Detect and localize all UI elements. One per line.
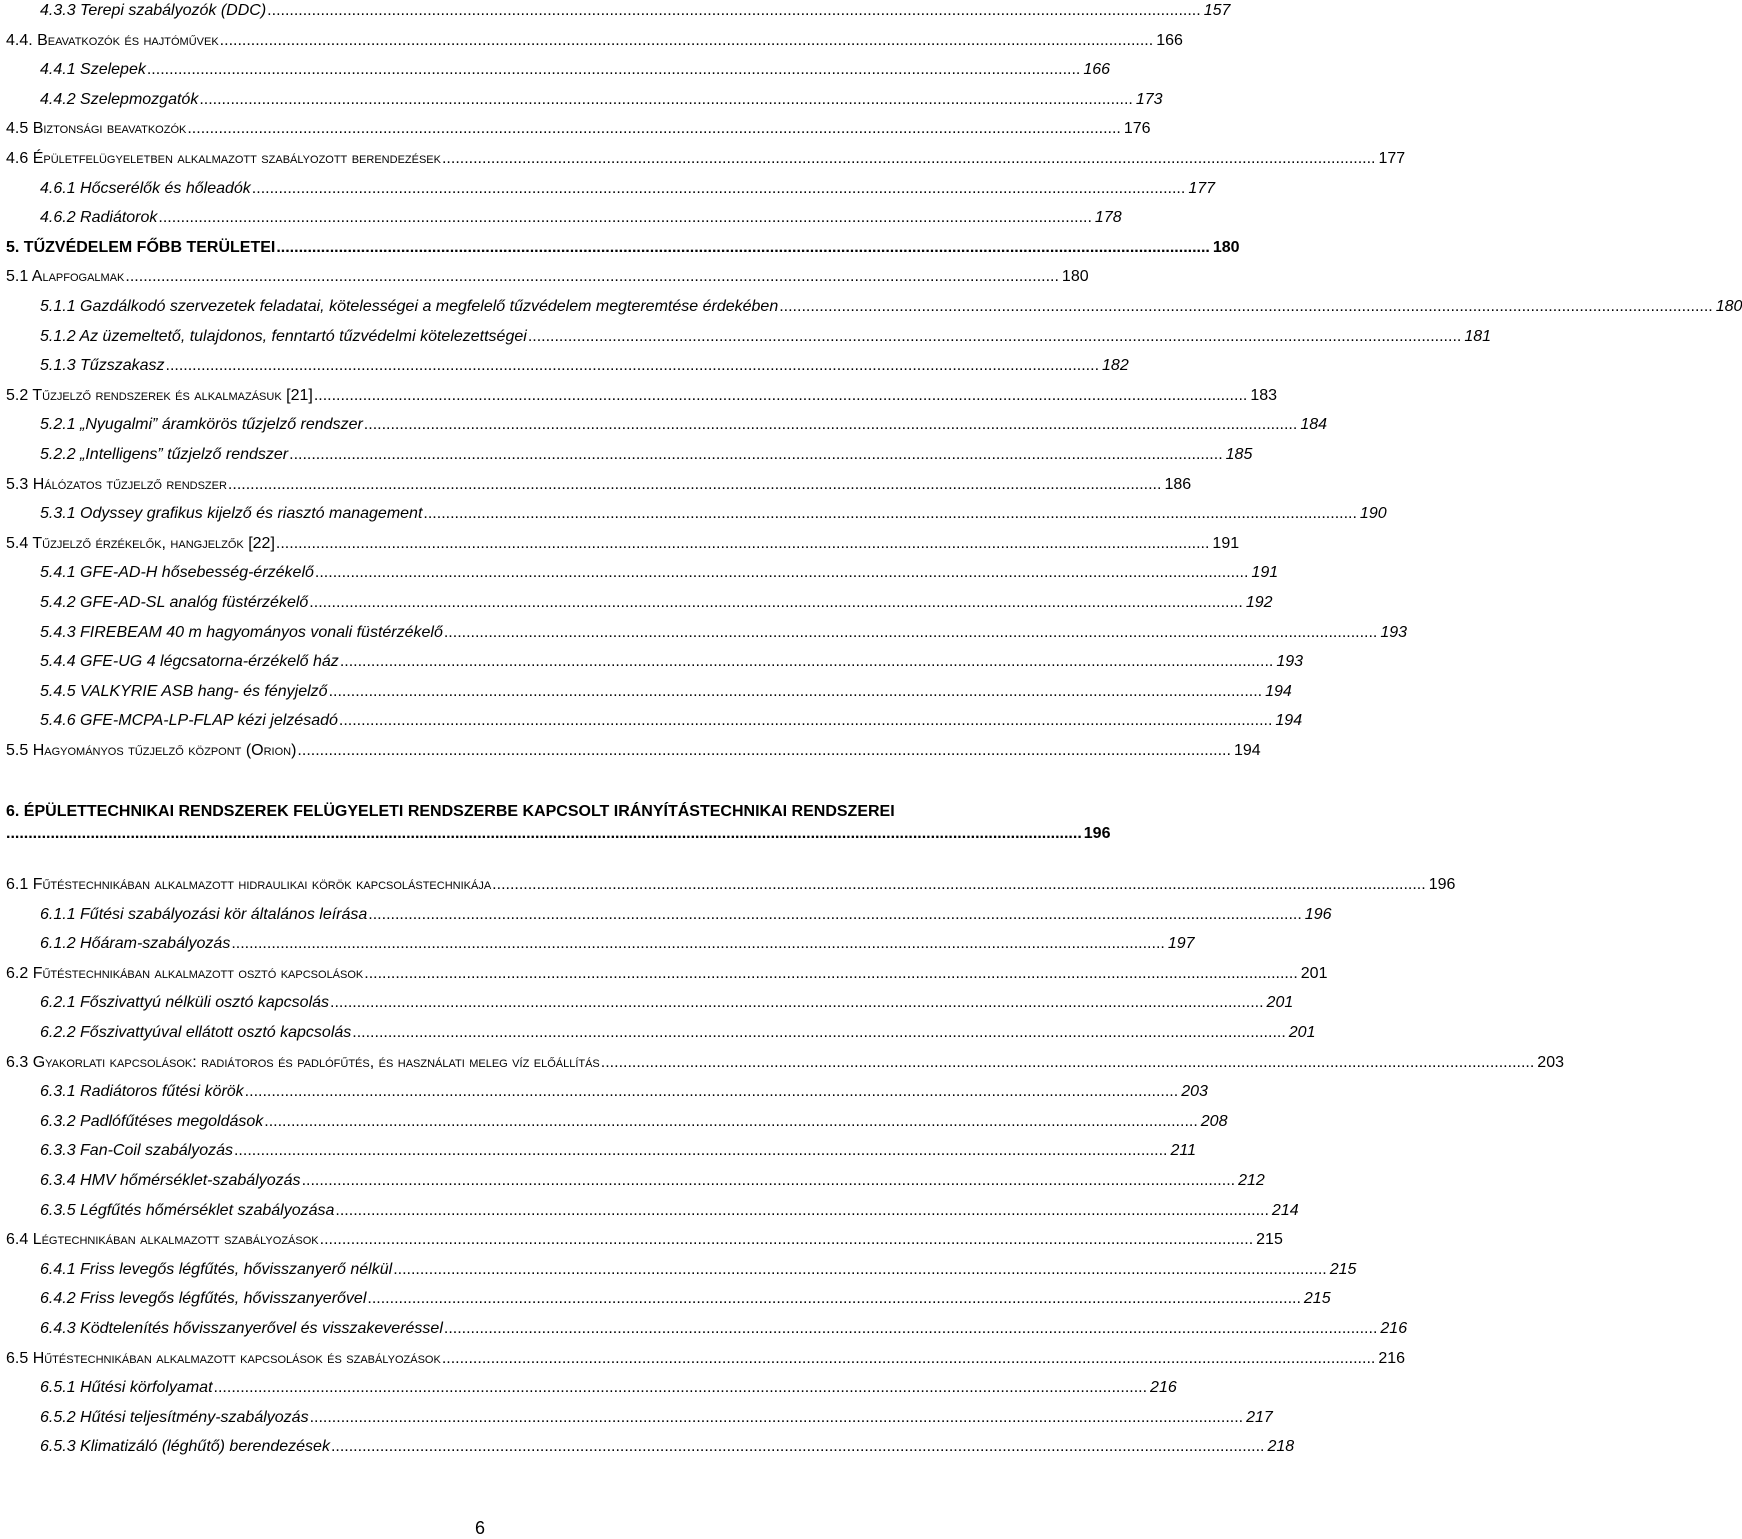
toc-entry-page: 203 xyxy=(1537,1053,1564,1071)
toc-entry[interactable] xyxy=(0,1200,1299,1222)
toc-entry-label: 5.4.4 GFE-UG 4 légcsatorna-érzékelő ház xyxy=(40,653,339,671)
toc-entry-label: 5.1 Alapfogalmak xyxy=(6,268,125,286)
toc-entry-page: 214 xyxy=(1271,1201,1299,1219)
dot-leader xyxy=(393,1259,1327,1281)
toc-entry-label: 4.4.2 Szelepmozgatók xyxy=(40,90,199,108)
toc-entry-label: 6.1 Fűtéstechnikában alkalmazott hidraulikai körök kapcsolástechnikája xyxy=(6,876,492,893)
toc-entry[interactable] xyxy=(0,207,1122,229)
toc-entry-page: 193 xyxy=(1380,623,1408,641)
toc-entry-page: 194 xyxy=(1275,712,1303,730)
toc-entry-label: 4.6.2 Radiátorok xyxy=(40,209,158,227)
dot-leader xyxy=(364,414,1298,436)
toc-entry-label: 6.5.1 Hűtési körfolyamat xyxy=(40,1379,213,1397)
toc-entry[interactable] xyxy=(0,326,1492,348)
toc-entry-label: 5.4.6 GFE-MCPA-LP-FLAP kézi jelzésadó xyxy=(40,712,338,730)
toc-entry[interactable] xyxy=(0,740,1261,762)
toc-entry[interactable] xyxy=(0,59,1111,81)
toc-entry-label: 4.4.1 Szelepek xyxy=(40,61,146,79)
toc-entry-label: 6.5.2 Hűtési teljesítmény-szabályozás xyxy=(40,1408,309,1426)
dot-leader xyxy=(444,622,1378,644)
chapter-6-page: 196 xyxy=(1083,825,1111,842)
toc-entry-page: 194 xyxy=(1265,682,1292,700)
dot-leader xyxy=(364,963,1298,985)
toc-entry-page: 176 xyxy=(1123,120,1151,138)
dot-leader xyxy=(779,296,1713,318)
toc-entry[interactable] xyxy=(0,0,1231,22)
toc-entry[interactable] xyxy=(0,681,1292,703)
toc-entry-page: 173 xyxy=(1135,90,1163,108)
toc-entry-page: 177 xyxy=(1378,150,1406,167)
toc-entry[interactable] xyxy=(0,118,1151,140)
toc-entry-page: 211 xyxy=(1170,1142,1197,1160)
toc-entry-label: 4.3.3 Terepi szabályozók (DDC) xyxy=(40,2,267,19)
toc-entry-label: 5.4.3 FIREBEAM 40 m hagyományos vonali füstérzékelő xyxy=(40,623,443,641)
toc-entry[interactable] xyxy=(0,30,1183,52)
dot-leader xyxy=(264,1111,1198,1133)
toc-entry[interactable] xyxy=(0,503,1387,525)
toc-entry-label: 6.2.1 Főszivattyú nélküli osztó kapcsolás xyxy=(40,994,330,1012)
toc-entry-label: 6.4.3 Ködtelenítés hővisszanyerővel és visszakeveréssel xyxy=(40,1320,443,1337)
toc-entry-label: 5.5 Hagyományos tűzjelző központ (Orion) xyxy=(6,742,297,759)
toc-entry-label: 6.5.3 Klimatizáló (léghűtő) berendezések xyxy=(40,1438,330,1456)
dot-leader xyxy=(442,1348,1376,1370)
toc-entry-page: 216 xyxy=(1380,1320,1408,1337)
dot-leader xyxy=(340,651,1274,673)
toc-entry-label: 5.1.2 Az üzemeltető, tulajdonos, fenntartó tűzvédelmi kötelezettségei xyxy=(40,327,527,345)
dot-leader xyxy=(267,0,1201,22)
dot-leader xyxy=(187,118,1121,140)
dot-leader xyxy=(331,1436,1265,1458)
toc-entry[interactable] xyxy=(0,963,1328,985)
toc-entry[interactable] xyxy=(0,1288,1331,1310)
chapter-6-dot-leader: .................................................................................................................................................................................................................................................. xyxy=(6,825,1082,842)
toc-entry-page: 192 xyxy=(1245,594,1273,611)
toc-entry-page: 190 xyxy=(1359,505,1387,523)
toc-entry-label: 6.4.1 Friss levegős légfűtés, hővisszanyerő nélkül xyxy=(40,1260,393,1278)
dot-leader xyxy=(147,59,1081,81)
toc-entry[interactable] xyxy=(0,1348,1406,1370)
toc-entry[interactable] xyxy=(0,1022,1316,1044)
toc-entry-label: 5.4.5 VALKYRIE ASB hang- és fényjelző xyxy=(40,682,328,700)
toc-entry-page: 197 xyxy=(1167,935,1195,953)
toc-entry[interactable] xyxy=(0,1259,1357,1281)
toc-entry[interactable] xyxy=(0,148,1406,170)
page-number: 6 xyxy=(474,1518,485,1538)
toc-entry[interactable] xyxy=(0,592,1273,614)
dot-leader xyxy=(330,992,1264,1014)
dot-leader xyxy=(310,1407,1244,1429)
toc-entry-label: 4.6 Épületfelügyeletben alkalmazott szabályozott berendezések xyxy=(6,150,441,167)
toc-entry-page: 208 xyxy=(1200,1112,1228,1130)
toc-entry[interactable] xyxy=(0,562,1279,584)
toc-entry-label: 6.2.2 Főszivattyúval ellátott osztó kapcsolás xyxy=(40,1024,352,1041)
toc-entry-page: 215 xyxy=(1303,1290,1331,1308)
toc-entry-label: 6.3.3 Fan-Coil szabályozás xyxy=(40,1142,233,1160)
toc-entry-page: 185 xyxy=(1225,446,1253,463)
toc-entry[interactable] xyxy=(0,1407,1273,1429)
toc-entry[interactable] xyxy=(0,296,1742,318)
toc-entry-label: 5.2 Tűzjelző rendszerek és alkalmazásuk [21] xyxy=(6,386,313,404)
dot-leader xyxy=(297,740,1231,762)
toc-entry-page: 184 xyxy=(1300,416,1328,434)
toc-entry-page: 157 xyxy=(1203,2,1231,19)
toc-entry-label: 6.5 Hűtéstechnikában alkalmazott kapcsolások és szabályozások xyxy=(6,1349,441,1367)
toc-entry-page: 191 xyxy=(1251,564,1279,582)
toc-entry-label: 6.2 Fűtéstechnikában alkalmazott osztó kapcsolások xyxy=(6,964,364,982)
dot-leader xyxy=(492,874,1426,896)
toc-entry[interactable] xyxy=(0,237,1240,259)
toc-entry[interactable] xyxy=(0,89,1163,111)
dot-leader xyxy=(302,1170,1236,1192)
dot-leader xyxy=(368,904,1302,926)
dot-leader xyxy=(245,1081,1179,1103)
dot-leader xyxy=(315,562,1249,584)
dot-leader xyxy=(367,1288,1301,1310)
toc-entry-label: 6.1.1 Fűtési szabályozási kör általános leírása xyxy=(40,905,368,923)
dot-leader xyxy=(214,1377,1148,1399)
toc-entry-page: 180 xyxy=(1212,238,1240,256)
toc-entry-label: 5.2.1 „Nyugalmi” áramkörös tűzjelző rendszer xyxy=(40,416,363,434)
toc-entry-page: 180 xyxy=(1061,268,1089,286)
toc-entry[interactable] xyxy=(0,622,1408,644)
toc-entry-page: 218 xyxy=(1267,1438,1295,1456)
toc-entry-page: 193 xyxy=(1276,653,1304,671)
toc-entry-page: 216 xyxy=(1378,1349,1406,1367)
dot-leader xyxy=(329,681,1263,703)
toc-entry-page: 201 xyxy=(1300,964,1328,982)
dot-leader xyxy=(166,355,1100,377)
toc-entry-page: 182 xyxy=(1102,357,1129,375)
dot-leader xyxy=(352,1022,1286,1044)
toc-entry[interactable] xyxy=(0,874,1456,896)
toc-entry-page: 216 xyxy=(1150,1379,1177,1397)
toc-entry[interactable] xyxy=(0,904,1332,926)
toc-entry[interactable] xyxy=(0,1170,1265,1192)
toc-entry[interactable] xyxy=(0,414,1328,436)
toc-entry[interactable] xyxy=(0,933,1195,955)
toc-entry[interactable] xyxy=(0,444,1253,466)
toc-entry[interactable] xyxy=(0,1052,1564,1074)
dot-leader xyxy=(423,503,1357,525)
toc-entry[interactable] xyxy=(0,533,1240,555)
toc-entry-page: 194 xyxy=(1233,742,1261,759)
toc-entry[interactable] xyxy=(0,1140,1197,1162)
dot-leader xyxy=(158,207,1092,229)
toc-entry-label: 5.3 Hálózatos tűzjelző rendszer xyxy=(6,475,227,493)
toc-entry-page: 203 xyxy=(1181,1083,1208,1101)
toc-entry-page: 178 xyxy=(1094,209,1122,227)
toc-entry[interactable] xyxy=(0,474,1192,496)
toc-entry-page: 196 xyxy=(1428,876,1456,893)
toc-entry-label: 6.4 Légtechnikában alkalmazott szabályozások xyxy=(6,1231,319,1249)
toc-entry-label: 4.6.1 Hőcserélők és hőleadók xyxy=(40,179,251,197)
toc-entry-label: 6.4.2 Friss levegős légfűtés, hővisszanyerővel xyxy=(40,1290,367,1308)
dot-leader xyxy=(309,592,1243,614)
dot-leader xyxy=(231,933,1165,955)
chapter-6-title[interactable] xyxy=(6,801,1111,845)
toc-entry[interactable] xyxy=(0,651,1304,673)
toc-entry-label: 5.4 Tűzjelző érzékelők, hangjelzők [22] xyxy=(6,534,275,552)
toc-entry[interactable] xyxy=(0,355,1129,377)
toc-entry-page: 217 xyxy=(1246,1408,1273,1426)
toc-entry-label: 6.1.2 Hőáram-szabályozás xyxy=(40,935,231,953)
toc-entry-page: 186 xyxy=(1164,475,1192,493)
toc-entry[interactable] xyxy=(0,1111,1228,1133)
toc-entry[interactable] xyxy=(0,1436,1295,1458)
chapter-6-leader-line xyxy=(6,823,1111,845)
toc-entry-page: 215 xyxy=(1329,1260,1357,1278)
toc-entry-page: 215 xyxy=(1256,1231,1283,1249)
dot-leader xyxy=(199,89,1133,111)
dot-leader xyxy=(339,710,1273,732)
toc-entry-label: 6.3.1 Radiátoros fűtési körök xyxy=(40,1083,244,1101)
chapter-6-label: 6. ÉPÜLETTECHNIKAI RENDSZEREK FELÜGYELETI RENDSZERBE KAPCSOLT IRÁNYÍTÁSTECHNIKAI RENDSZEREI xyxy=(6,803,895,820)
toc-entry[interactable] xyxy=(0,1377,1177,1399)
dot-leader xyxy=(276,237,1210,259)
dot-leader xyxy=(252,178,1186,200)
dot-leader xyxy=(444,1318,1378,1340)
toc-entry-label: 6.3.4 HMV hőmérséklet-szabályozás xyxy=(40,1172,301,1189)
toc-entry-page: 177 xyxy=(1188,179,1216,197)
toc-entry-page: 191 xyxy=(1212,534,1240,552)
toc-entry-label: 6.3.2 Padlófűtéses megoldások xyxy=(40,1112,264,1130)
dot-leader xyxy=(228,474,1162,496)
toc-entry[interactable] xyxy=(0,178,1216,200)
toc-entry-label: 5.3.1 Odyssey grafikus kijelző és riasztó management xyxy=(40,505,423,523)
toc-entry-page: 183 xyxy=(1250,386,1278,404)
toc-entry-label: 5.1.1 Gazdálkodó szervezetek feladatai, kötelességei a megfelelő tűzvédelem megteremtése érdekében xyxy=(40,298,779,315)
dot-leader xyxy=(314,385,1248,407)
dot-leader xyxy=(320,1229,1254,1251)
toc-entry-page: 180 xyxy=(1715,298,1742,315)
toc-entry-page: 181 xyxy=(1464,327,1492,345)
toc-entry-page: 166 xyxy=(1156,31,1183,49)
toc-entry[interactable] xyxy=(0,710,1303,732)
toc-entry-page: 212 xyxy=(1238,1172,1265,1189)
dot-leader xyxy=(335,1200,1269,1222)
toc-entry-page: 196 xyxy=(1304,905,1332,923)
dot-leader xyxy=(528,326,1462,348)
dot-leader xyxy=(601,1052,1535,1074)
toc-entry-label: 5.4.2 GFE-AD-SL analóg füstérzékelő xyxy=(40,594,309,611)
dot-leader xyxy=(442,148,1376,170)
toc-entry-label: 5.2.2 „Intelligens” tűzjelző rendszer xyxy=(40,446,289,463)
dot-leader xyxy=(289,444,1223,466)
dot-leader xyxy=(125,266,1059,288)
dot-leader xyxy=(234,1140,1168,1162)
toc-entry[interactable] xyxy=(0,1229,1283,1251)
toc-entry[interactable] xyxy=(0,992,1294,1014)
toc-entry-page: 201 xyxy=(1266,994,1294,1012)
toc-entry-label: 5.4.1 GFE-AD-H hősebesség-érzékelő xyxy=(40,564,314,582)
toc-entry-label: 4.5 Biztonsági beavatkozók xyxy=(6,120,187,138)
toc-entry-label: 6.3 Gyakorlati kapcsolások: radiátoros és padlófűtés, és használati meleg víz előállítás xyxy=(6,1053,600,1071)
toc-entry-page: 201 xyxy=(1288,1024,1316,1041)
dot-leader xyxy=(220,30,1154,52)
toc-entry[interactable] xyxy=(0,1081,1208,1103)
toc-entry-label: 4.4. Beavatkozók és hajtóművek xyxy=(6,31,219,49)
dot-leader xyxy=(276,533,1210,555)
toc-entry-label: 5. TŰZVÉDELEM FŐBB TERÜLETEI xyxy=(6,238,276,256)
toc-entry[interactable] xyxy=(0,1318,1408,1340)
toc-entry-label: 6.3.5 Légfűtés hőmérséklet szabályozása xyxy=(40,1201,335,1219)
toc-entry[interactable] xyxy=(0,385,1278,407)
toc-entry-page: 166 xyxy=(1083,61,1111,79)
toc-entry[interactable] xyxy=(0,266,1089,288)
toc-entry-label: 5.1.3 Tűzszakasz xyxy=(40,357,165,375)
